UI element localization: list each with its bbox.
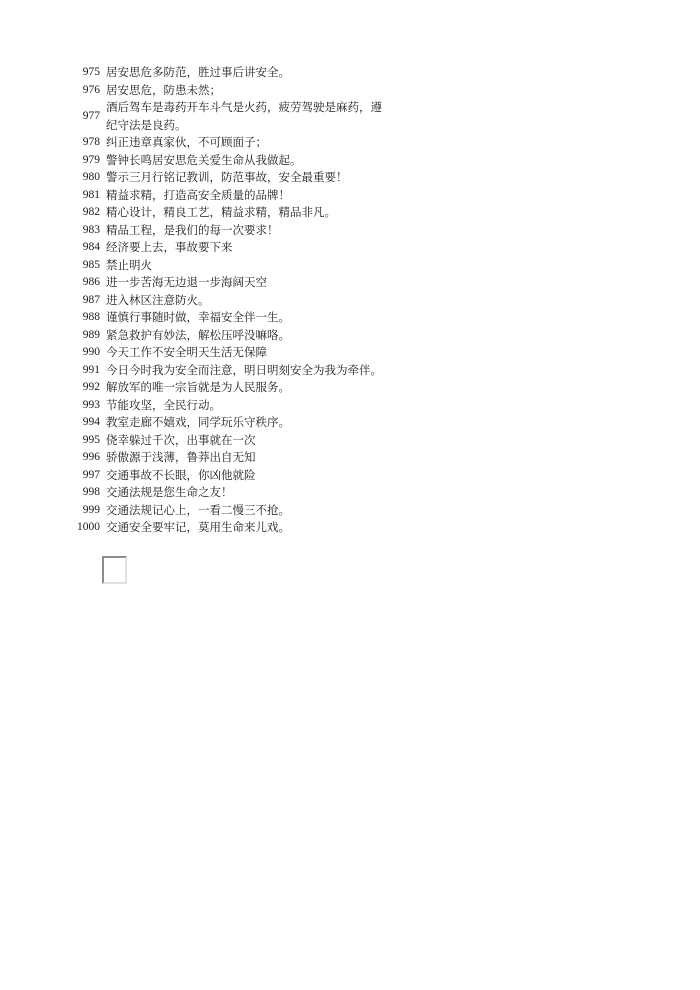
item-number: 984 (82, 241, 100, 253)
item-number: 996 (82, 451, 100, 463)
item-text: 交通法规记心上，一看二慢三不抢。 (106, 502, 290, 517)
list-item (70, 484, 390, 502)
item-number: 989 (82, 328, 100, 341)
list-item (70, 99, 390, 134)
list-item (70, 309, 390, 327)
list-item (70, 502, 390, 520)
list-item (70, 222, 390, 240)
item-number: 977 (82, 109, 100, 122)
item-text: 交通事故不长眼，你凶他就险 (106, 467, 256, 482)
list-item (70, 519, 390, 537)
item-number: 999 (82, 503, 100, 516)
item-number: 990 (82, 346, 100, 358)
list-item (70, 397, 390, 415)
item-text: 精心设计，精良工艺，精益求精，精品非凡。 (106, 205, 336, 219)
list-item (70, 204, 390, 222)
item-number: 979 (82, 153, 100, 166)
item-text: 经济要上去，事故要下来 (106, 240, 233, 254)
item-text: 精品工程，是我们的每一次要求！ (106, 222, 279, 237)
item-number: 981 (82, 188, 100, 201)
item-text: 今日今时我为安全而注意，明日明刻安全为我为牵伴。 (106, 362, 382, 377)
list-item (70, 379, 390, 397)
item-number: 980 (82, 171, 100, 183)
list-item (70, 257, 390, 275)
list-item (70, 344, 390, 362)
item-text: 节能攻坚，全民行动。 (106, 397, 221, 412)
item-number: 982 (82, 206, 100, 218)
list-item (70, 239, 390, 257)
item-text: 居安思危，防患未然； (106, 82, 221, 97)
item-number: 985 (82, 258, 100, 271)
list-item (70, 169, 390, 187)
item-number: 987 (82, 293, 100, 306)
list-item (70, 274, 390, 292)
item-text: 交通法规是您生命之友！ (106, 485, 233, 499)
item-text: 交通安全要牢记，莫用生命来儿戏。 (106, 520, 290, 534)
item-text: 禁止明火 (106, 257, 152, 272)
list-item (70, 187, 390, 205)
item-number: 986 (82, 276, 100, 288)
list-item (70, 414, 390, 432)
item-text: 侥幸躲过千次，出事就在一次 (106, 432, 256, 447)
item-number: 976 (82, 83, 100, 96)
item-number: 983 (82, 223, 100, 236)
item-number: 988 (82, 311, 100, 323)
item-number: 998 (82, 486, 100, 498)
list-item (70, 432, 390, 450)
list-item (70, 449, 390, 467)
item-text: 进一步苦海无边退一步海阔天空 (106, 275, 267, 289)
list-item (70, 362, 390, 380)
item-number: 1000 (77, 521, 100, 533)
item-number: 992 (82, 381, 100, 393)
item-number: 994 (82, 416, 100, 428)
item-number: 978 (82, 136, 100, 148)
list-item (70, 467, 390, 485)
item-text: 教室走廊不嬉戏，同学玩乐守秩序。 (106, 415, 290, 429)
list-item (70, 327, 390, 345)
item-text: 紧急救护有妙法，解松压呼没嘛咯。 (106, 327, 290, 342)
list-item (70, 134, 390, 152)
item-text: 纠正违章真家伙，不可顾面子； (106, 135, 267, 149)
item-number: 993 (82, 398, 100, 411)
item-text: 酒后驾车是毒药开车斗气是火药，疲劳驾驶是麻药，遵纪守法是良药。 (106, 100, 382, 132)
item-text: 进入林区注意防火。 (106, 292, 210, 307)
list-item (70, 64, 390, 82)
list-item (70, 292, 390, 310)
item-text: 解放军的唯一宗旨就是为人民服务。 (106, 380, 290, 394)
item-number: 991 (82, 363, 100, 376)
item-text: 精益求精，打造高安全质量的品牌！ (106, 187, 290, 202)
slogan-list (70, 64, 390, 537)
item-text: 谨慎行事随时做，幸福安全伴一生。 (106, 310, 290, 324)
item-text: 今天工作不安全明天生活无保障 (106, 345, 267, 359)
list-item (70, 82, 390, 100)
item-text: 骄傲源于浅薄，鲁莽出自无知 (106, 450, 256, 464)
item-number: 995 (82, 433, 100, 446)
empty-frame (102, 556, 127, 584)
item-number: 975 (82, 66, 100, 78)
list-item (70, 152, 390, 170)
item-number: 997 (82, 468, 100, 481)
item-text: 警示三月行铭记教训，防范事故，安全最重要！ (106, 170, 348, 184)
item-text: 警钟长鸣居安思危关爱生命从我做起。 (106, 152, 302, 167)
item-text: 居安思危多防范，胜过事后讲安全。 (106, 65, 290, 79)
